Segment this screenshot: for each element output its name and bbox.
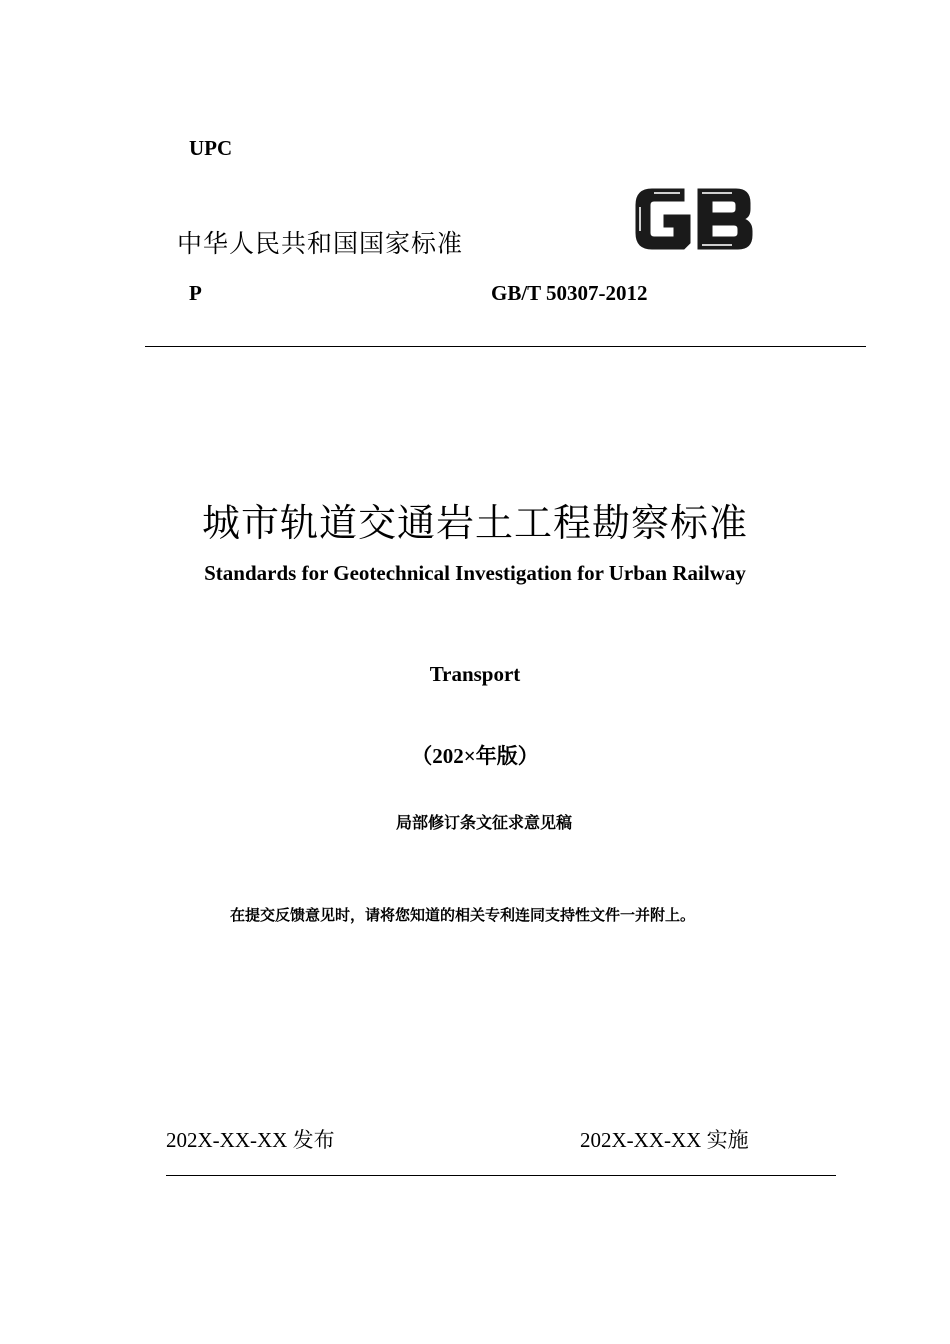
title-chinese: 城市轨道交通岩土工程勘察标准 [201, 501, 748, 545]
category-code: P [189, 281, 202, 305]
draft-note: 局部修订条文征求意见稿 [396, 813, 573, 832]
gb-logo-icon [632, 185, 756, 253]
top-divider [145, 346, 866, 347]
title-english-line2: Transport [429, 662, 521, 686]
feedback-note: 在提交反馈意见时，请将您知道的相关专利连同支持性文件一并附上。 [230, 906, 696, 924]
standard-number: GB/T 50307-2012 [491, 281, 648, 305]
issue-date: 202X-XX-XX 发布 [166, 1128, 335, 1152]
edition-label: （202×年版） [411, 744, 539, 768]
bottom-divider [166, 1175, 836, 1176]
title-english-line1: Standards for Geotechnical Investigation for Urban Railway [204, 561, 746, 585]
national-standard-heading: 中华人民共和国国家标准 [177, 229, 464, 258]
udc-label: UPC [189, 136, 233, 160]
implementation-date: 202X-XX-XX 实施 [580, 1128, 749, 1152]
